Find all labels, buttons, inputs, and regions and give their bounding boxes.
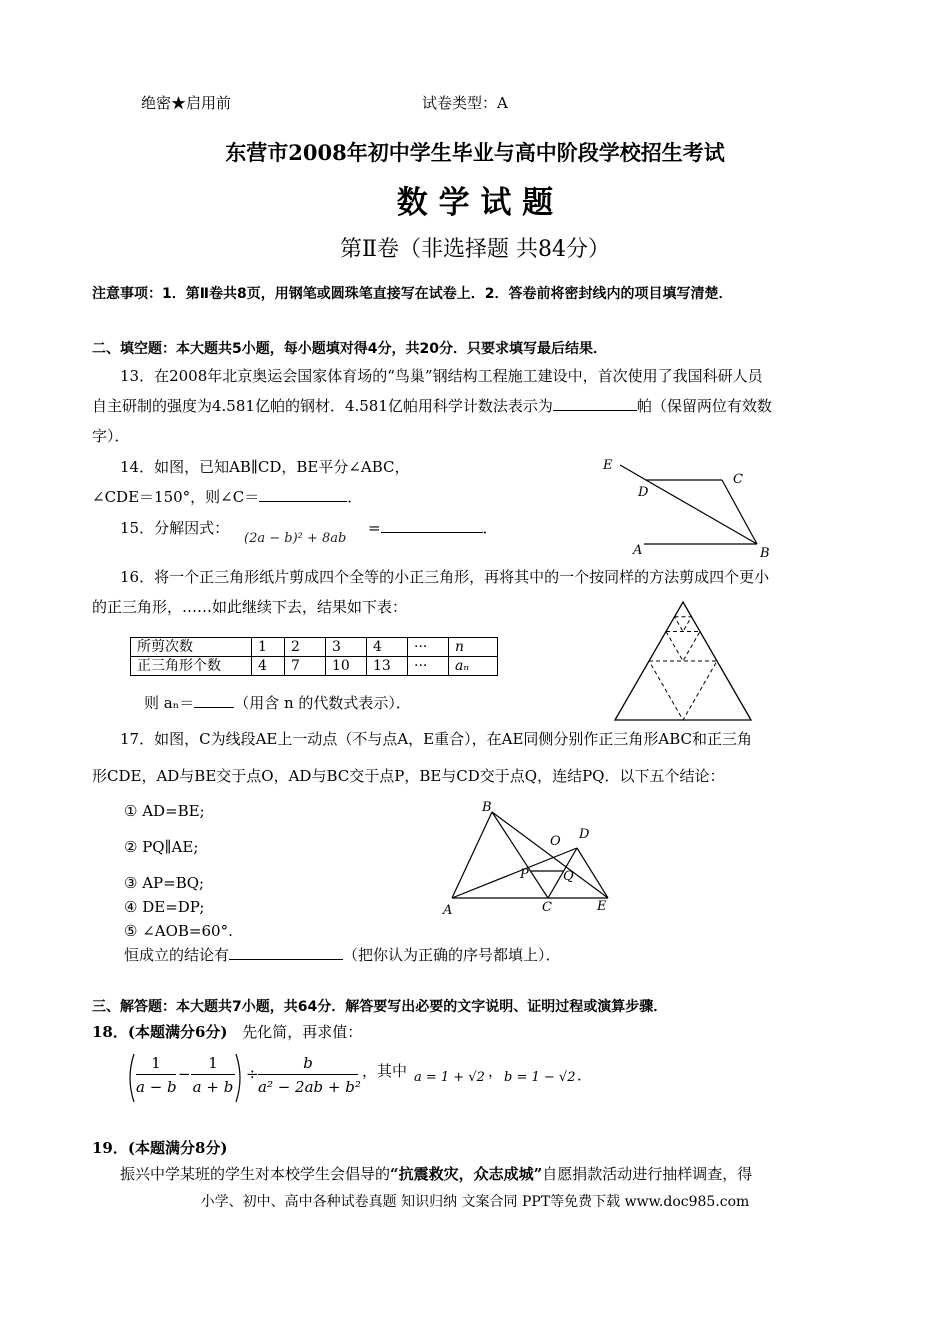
- q16-answer-blank[interactable]: [194, 707, 234, 708]
- q16-answer-line: [144, 693, 411, 713]
- q17-conclusion-2: ② PQ∥AE;: [124, 838, 199, 856]
- q17-label-q: Q: [563, 869, 574, 884]
- q14-text-b: ．: [347, 488, 363, 506]
- q18-num2: 1: [191, 1052, 235, 1075]
- q19-text-bold: “抗震救灾，众志成城”: [390, 1165, 543, 1183]
- q16-outer-triangle: [615, 602, 751, 720]
- exam-title: 东营市2008年初中学生毕业与高中阶段学校招生考试: [225, 140, 725, 165]
- q17-label-b: B: [482, 800, 492, 815]
- q17-answer-b: （把你认为正确的序号都填上）．: [343, 946, 561, 964]
- q16-cut-3: [675, 617, 692, 632]
- q14-label-b: B: [760, 546, 770, 561]
- q13-text-b: 帕（保留两位有效数: [636, 397, 772, 415]
- q19-label: 19．(本题满分8分): [92, 1139, 228, 1157]
- q15-end: ．: [482, 519, 498, 537]
- q16-line2: 的正三角形，……如此继续下去，结果如下表：: [92, 598, 408, 616]
- q17-label-a: A: [443, 903, 453, 918]
- q16-line1: 16．将一个正三角形纸片剪成四个全等的小正三角形，再将其中的一个按同样的方法剪成四个更小: [120, 568, 770, 586]
- q17-line1: 17．如图，C为线段AE上一动点（不与点A，E重合），在AE同侧分别作正三角形ABC和正三角: [120, 730, 753, 748]
- table-row: [131, 638, 498, 657]
- table-cell: 正三角形个数: [131, 657, 252, 676]
- table-cell: 所剪次数: [131, 638, 252, 657]
- q17-conclusion-4: ④ DE=DP;: [124, 898, 205, 916]
- q17-line-ab: [452, 812, 492, 898]
- section2-heading: 二、填空题：本大题共5小题，每小题填对得4分，共20分．只要求填写最后结果．: [92, 341, 607, 357]
- q18-end: ．: [577, 1066, 593, 1084]
- subject-title: 数 学 试 题: [396, 185, 554, 221]
- q19-text-a: 振兴中学某班的学生对本校学生会倡导的: [120, 1165, 391, 1183]
- q17-answer-blank[interactable]: [229, 959, 343, 960]
- q17-label-e: E: [597, 899, 607, 914]
- q13-line1: 13．在2008年北京奥运会国家体育场的“鸟巢”钢结构工程施工建设中，首次使用了我国科研人员: [120, 367, 763, 385]
- q18-cond-b: b = 1 − √2: [504, 1070, 576, 1085]
- section3-heading: 三、解答题：本大题共7小题，共64分．解答要写出必要的文字说明、证明过程或演算步骤．: [92, 999, 668, 1015]
- q18-left-paren: [124, 1052, 136, 1104]
- q17-line-be: [492, 812, 608, 898]
- q17-label-c: C: [542, 900, 552, 915]
- table-cell: 13: [367, 657, 408, 676]
- q19-text-b: 自愿捐款活动进行抽样调查，得: [542, 1165, 753, 1183]
- q17-label-o: O: [550, 834, 561, 849]
- q17-conclusion-5: ⑤ ∠AOB=60°.: [124, 922, 233, 940]
- q14-line1: 14．如图，已知AB∥CD，BE平分∠ABC，: [120, 458, 410, 476]
- q15-text: 15．分解因式：: [120, 519, 230, 537]
- q13-answer-blank[interactable]: [553, 410, 637, 411]
- q18-cond-a: a = 1 + √2: [414, 1070, 485, 1085]
- q16-figure: [612, 600, 754, 722]
- table-cell: 1: [252, 638, 285, 657]
- q17-line-de: [577, 848, 608, 898]
- table-cell: ···: [408, 638, 449, 657]
- q16-table: [130, 637, 498, 676]
- table-cell: 4: [367, 638, 408, 657]
- q17-line2: 形CDE，AD与BE交于点O，AD与BC交于点P，BE与CD交于点Q，连结PQ．以下五个结论：: [92, 767, 725, 785]
- confidential-label: 绝密★启用前: [141, 94, 232, 112]
- q19-line1: [120, 1164, 752, 1184]
- table-cell: aₙ: [449, 657, 498, 676]
- q16-answer-b: （用含 n 的代数式表示）．: [234, 694, 411, 712]
- q17-line-ad: [452, 848, 577, 898]
- q17-line-bc: [492, 812, 548, 898]
- q18-comma: ，: [488, 1062, 504, 1080]
- table-cell: ···: [408, 657, 449, 676]
- volume-title: 第Ⅱ卷（非选择题 共84分）: [340, 237, 610, 262]
- notice: 注意事项：1．第Ⅱ卷共8页，用钢笔或圆珠笔直接写在试卷上．2．答卷前将密封线内的项目填写清楚．: [92, 286, 733, 302]
- q15-expression: (2a − b)² + 8ab: [244, 531, 347, 546]
- q15-equals: =: [368, 519, 381, 537]
- q16-cut-1: [649, 661, 717, 720]
- table-cell: 3: [326, 638, 367, 657]
- q13-text-a: 自主研制的强度为4.581亿帕的钢材．4.581亿帕用科学计数法表示为: [92, 397, 553, 415]
- q18-den1: a − b: [136, 1078, 177, 1096]
- table-cell: 2: [285, 638, 326, 657]
- q14-label-c: C: [733, 472, 743, 487]
- table-cell: 10: [326, 657, 367, 676]
- q18-text: 先化简，再求值：: [242, 1023, 363, 1041]
- q18-line: [92, 1022, 362, 1042]
- q17-figure: [440, 798, 620, 920]
- q14-label-d: D: [638, 485, 649, 500]
- q17-label-d: D: [579, 827, 590, 842]
- paper-type-label: 试卷类型：A: [422, 94, 508, 112]
- q18-where: ，其中: [362, 1062, 408, 1080]
- q13-line3: 字）．: [92, 427, 130, 445]
- q17-answer-a: 恒成立的结论有: [124, 946, 230, 964]
- footer-text: 小学、初中、高中各种试卷真题 知识归纳 文案合同 PPT等免费下载 www.doc985.com: [200, 1194, 750, 1210]
- q17-answer-line: [124, 945, 561, 965]
- table-cell: 7: [285, 657, 326, 676]
- q18-minus: −: [178, 1065, 191, 1083]
- table-cell: n: [449, 638, 498, 657]
- q15-answer-blank[interactable]: [381, 532, 483, 533]
- q18-divide: ÷: [246, 1065, 259, 1083]
- q14-text-a: ∠CDE＝150°，则∠C＝: [92, 488, 260, 506]
- q18-num1: 1: [136, 1052, 176, 1075]
- q18-den3: a² − 2ab + b²: [258, 1078, 361, 1096]
- q16-answer-a: 则 aₙ＝: [144, 694, 195, 712]
- q13-line2: [92, 396, 772, 416]
- q18-num3: b: [258, 1052, 358, 1075]
- q17-conclusion-1: ① AD=BE;: [124, 802, 205, 820]
- q14-figure: [600, 455, 780, 560]
- q18-right-paren: [234, 1052, 246, 1104]
- q18-label: 18．(本题满分6分): [92, 1023, 228, 1041]
- table-row: [131, 657, 498, 676]
- q17-conclusion-3: ③ AP=BQ;: [124, 874, 205, 892]
- q15-answer-line: [368, 518, 498, 538]
- table-cell: 4: [252, 657, 285, 676]
- q14-line2: [92, 487, 362, 507]
- q14-answer-blank[interactable]: [259, 501, 347, 502]
- q16-cut-2: [666, 632, 700, 662]
- q14-label-a: A: [633, 543, 643, 558]
- q18-den2: a + b: [192, 1078, 234, 1096]
- q14-label-e: E: [603, 458, 613, 473]
- q17-label-p: P: [520, 867, 529, 882]
